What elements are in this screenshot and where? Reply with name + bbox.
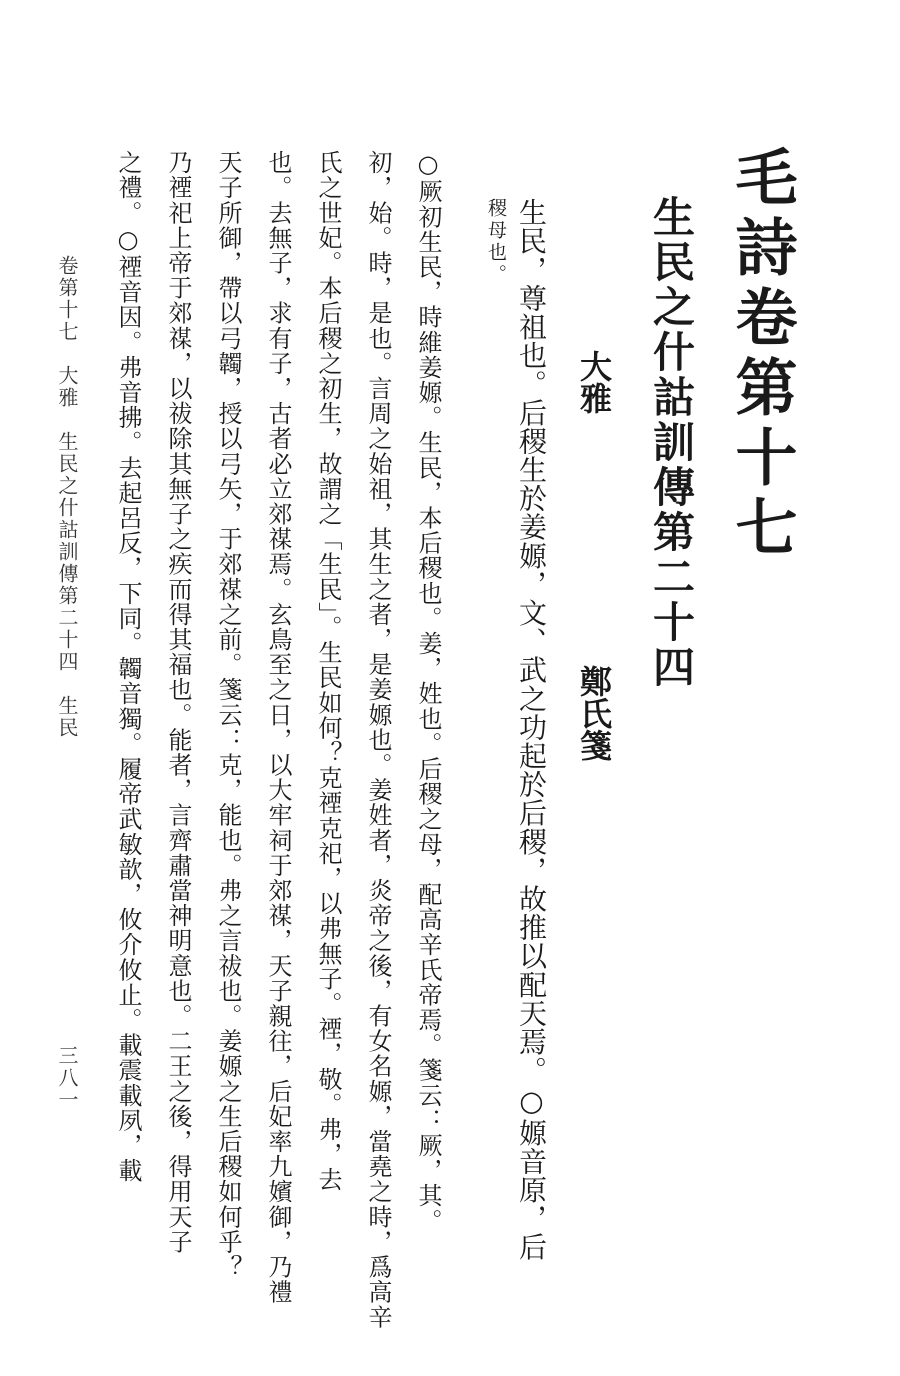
text-column-9: 之禮。○禋音因。弗音拂。去起呂反，下同。韣音獨。履帝武敏歆，攸介攸止。載震載夙，載 xyxy=(114,150,142,1184)
page-number: 三八一 xyxy=(55,1045,79,1111)
volume-title: 毛詩卷第十七 xyxy=(725,145,798,565)
text-column-3: ○厥初生民，時維姜嫄。生民，本后稷也。姜，姓也。后稷之母，配高辛氏帝焉。箋云：厥，其。 xyxy=(414,150,442,1234)
author-credit: 鄭氏箋 xyxy=(575,665,613,761)
running-head: 卷第十七 大雅 生民之什詁訓傳第二十四 生民 xyxy=(55,255,79,739)
text-column-5: 氏之世妃。本后稷之初生，故謂之「生民」。生民如何？克禋克祀，以弗無子。禋，敬。弗，去 xyxy=(314,150,342,1193)
text-column-6: 也。去無子，求有子，古者必立郊禖焉。玄鳥至之日，以大牢祠于郊禖，天子親往，后妃率九嬪御，乃禮 xyxy=(264,150,292,1305)
text-column-7: 天子所御，帶以弓韣，授以弓矢，于郊禖之前。箋云：克，能也。弗之言祓也。姜嫄之生后稷如何乎？ xyxy=(214,150,242,1280)
preface-column-2: 稷母也。 xyxy=(485,198,507,286)
text-column-8: 乃禋祀上帝于郊禖，以祓除其無子之疾而得其福也。能者，言齊肅當神明意也。二王之後，得用天子 xyxy=(164,150,192,1255)
chapter-title: 生民之什詁訓傳第二十四 xyxy=(647,195,696,690)
preface-column-1: 生民，尊祖也。后稷生於姜嫄，文、武之功起於后稷，故推以配天焉。○嫄音原，后 xyxy=(515,198,548,1262)
section-label: 大雅 xyxy=(575,350,613,414)
text-column-4: 初，始。時，是也。言周之始祖，其生之者，是姜嫄也。姜姓者，炎帝之後，有女名嫄，當堯之時，爲高辛 xyxy=(364,150,392,1330)
